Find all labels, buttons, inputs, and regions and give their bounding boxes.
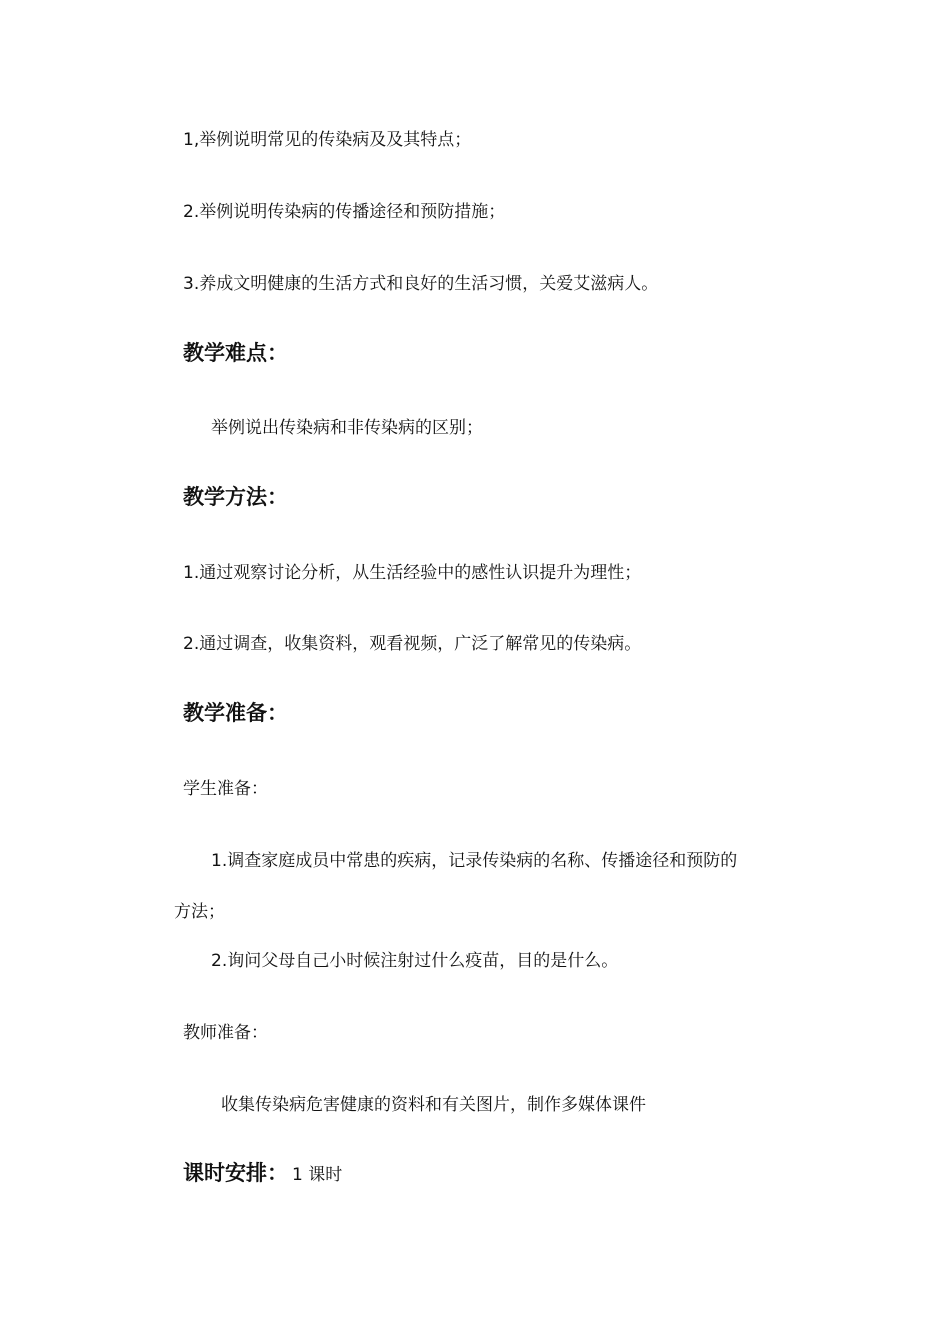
schedule-value: 1 课时 [292,1165,343,1185]
difficulty-text: 举例说出传染病和非传染病的区别； [211,418,483,438]
method-1: 1.通过观察讨论分析，从生活经验中的感性认识提升为理性； [183,563,642,583]
schedule-row [183,1160,342,1188]
difficulty-heading: 教学难点： [183,341,288,365]
objective-2: 2.举例说明传染病的传播途径和预防措施； [183,202,506,222]
teacher-preparation-label: 教师准备： [183,1023,268,1043]
methods-heading: 教学方法： [183,485,288,509]
method-2: 2.通过调查，收集资料，观看视频，广泛了解常见的传染病。 [183,634,642,654]
student-preparation-item-1: 1.调查家庭成员中常患的疾病，记录传染病的名称、传播途径和预防的 [211,851,738,871]
teacher-preparation-text: 收集传染病危害健康的资料和有关图片，制作多媒体课件 [221,1095,646,1115]
student-preparation-item-1-continued: 方法； [174,902,225,922]
objective-1: 1,举例说明常见的传染病及及其特点； [183,130,472,150]
student-preparation-item-2: 2.询问父母自己小时候注射过什么疫苗，目的是什么。 [211,951,619,971]
student-preparation-label: 学生准备： [183,779,268,799]
schedule-heading: 课时安排： [183,1161,288,1185]
objective-3: 3.养成文明健康的生活方式和良好的生活习惯，关爱艾滋病人。 [183,274,659,294]
preparation-heading: 教学准备： [183,701,288,725]
